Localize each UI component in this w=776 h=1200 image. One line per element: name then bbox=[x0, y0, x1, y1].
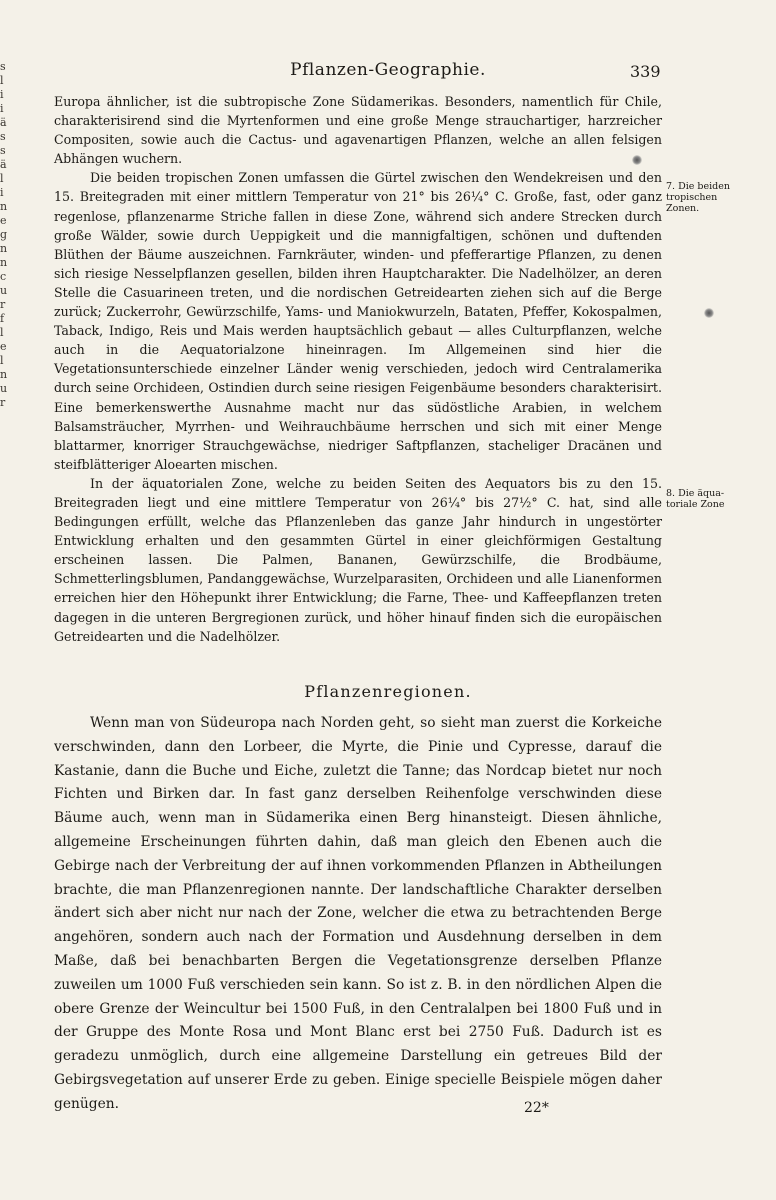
edge-mark: r bbox=[0, 396, 6, 409]
ink-spot bbox=[632, 155, 642, 165]
edge-mark: n bbox=[0, 256, 8, 269]
edge-mark: e bbox=[0, 340, 7, 353]
edge-mark: i bbox=[0, 186, 4, 199]
signature-mark: 22* bbox=[524, 1100, 549, 1116]
margin-note-tropical bbox=[666, 181, 770, 214]
edge-mark: l bbox=[0, 326, 4, 339]
margin-note-line: Zonen. bbox=[666, 203, 700, 214]
edge-mark: u bbox=[0, 284, 8, 297]
previous-page-edge bbox=[0, 60, 14, 640]
paragraph-tropical-zones: Die beiden tropischen Zonen umfassen die Gürtel zwischen den Wendekreisen und den 15. Breitegraden mit einer mittlern Temperatur von 21° bis 26¼° C. Große, fast, oder ganz regenlose, pflanzenarme Striche fallen in diese Zone, während sich andere Strecken durch große Wälder, sowie durch Ueppigkeit und die mannigfaltigen, schönen und duftenden Blüthen der Bäume auszeichnen. Farnkräuter, winden- und pfefferartige Pflanzen, zu denen sich riesige Nesselpflanzen gesellen, bilden ihren Hauptcharakter. Die Nadelhölzer, an deren Stelle die Casuarineen treten, und die nordischen Getreidearten ziehen sich auf die Berge zurück; Zuckerrohr, Gewürzschilfe, Yams- und Maniokwurzeln, Bataten, Pfeffer, Kokospalmen, Taback, Indigo, Reis und Mais werden hauptsächlich gebaut — alles Culturpflanzen, welche auch in die Aequatorialzone hineinragen. Im Allgemeinen sind hier die Vegetationsunterschiede einzelner Länder wenig verschieden, jedoch wird Centralamerika durch seine Orchideen, Ostindien durch seine riesigen Feigenbäume besonders charakterisirt. Eine bemerkenswerthe Ausnahme macht nur das südöstliche Arabien, in welchem Balsamsträucher, Myrrhen- und Weihrauchbäume herrschen und sich mit einer Menge blattarmer, knorriger Strauchgewächse, niedriger Saftpflanzen, stacheliger Dracänen und steifblätteriger Aloearten mischen. bbox=[54, 170, 662, 472]
edge-mark: ä bbox=[0, 116, 7, 129]
paragraph-subtropical-end: Europa ähnlicher, ist die subtropische Zone Südamerikas. Besonders, namentlich für Chile, charakterisirend sind die Myrtenformen und eine große Menge strauchartiger, harzreicher Compositen, sowie auch die Cactus- und agavenartigen Pflanzen, welche an allen felsigen Abhängen wuchern. bbox=[54, 94, 662, 167]
edge-mark: r bbox=[0, 298, 6, 311]
margin-note-line: toriale Zone bbox=[666, 499, 725, 510]
section-plant-regions bbox=[54, 712, 662, 1117]
ink-spot bbox=[704, 308, 714, 318]
edge-mark: s bbox=[0, 144, 6, 157]
edge-mark: c bbox=[0, 270, 7, 283]
page-number: 339 bbox=[630, 62, 661, 81]
paragraph-plant-regions: Wenn man von Südeuropa nach Norden geht, so sieht man zuerst die Korkeiche verschwinden, dann den Lorbeer, die Myrte, die Pinie und Cypresse, darauf die Kastanie, dann die Buche und Eiche, zuletzt die Tanne; das Nordcap bietet nur noch Fichten und Birken dar. In fast ganz derselben Reihenfolge verschwinden diese Bäume auch, wenn man in Südamerika einen Berg hinansteigt. Diesen ähnliche, allgemeine Erscheinungen führten dahin, daß man gleich den Ebenen auch die Gebirge nach der Verbreitung der auf ihnen vorkommenden Pflanzen in Abtheilungen brachte, die man Pflanzenregionen nannte. Der landschaftliche Charakter derselben ändert sich aber nicht nur nach der Zone, welcher die etwa zu betrachtenden Berge angehören, sondern auch nach der Formation und Ausdehnung derselben in dem Maße, daß bei benachbarten Bergen die Vegetationsgrenze derselben Pflanze zuweilen um 1000 Fuß verschieden sein kann. So ist z. B. in den nördlichen Alpen die obere Grenze der Weincultur bei 1500 Fuß, in den Centralalpen bei 1800 Fuß und in der Gruppe des Monte Rosa und Mont Blanc erst bei 2750 Fuß. Dadurch ist es geradezu unmöglich, durch eine allgemeine Darstellung ein getreues Bild der Gebirgsvegetation auf unserer Erde zu geben. Einige specielle Beispiele mögen daher genügen. bbox=[54, 715, 662, 1112]
margin-note-line: 7. Die beiden bbox=[666, 181, 730, 192]
edge-mark: e bbox=[0, 214, 7, 227]
section-tropical-zones bbox=[54, 92, 662, 646]
edge-mark: n bbox=[0, 242, 8, 255]
margin-note-line: tropischen bbox=[666, 192, 718, 203]
edge-mark: l bbox=[0, 354, 4, 367]
edge-mark: l bbox=[0, 172, 4, 185]
margin-note-line: 8. Die äqua- bbox=[666, 488, 725, 499]
edge-mark: s bbox=[0, 130, 6, 143]
paragraph-equatorial-zone: In der äquatorialen Zone, welche zu beiden Seiten des Aequators bis zu den 15. Breitegraden liegt und eine mittlere Temperatur von 26¼° bis 27½° C. hat, sind alle Bedingungen erfüllt, welche das Pflanzenleben das ganze Jahr hindurch in ungestörter Entwicklung erhalten und den gesammten Gürtel in einer gleichförmigen Gestaltung erscheinen lassen. Die Palmen, Bananen, Gewürzschilfe, die Brodbäume, Schmetterlingsblumen, Pandanggewächse, Wurzelparasiten, Orchideen und alle Lianenformen erreichen hier den Höhepunkt ihrer Entwicklung; die Farne, Thee- und Kaffeepflanzen treten dagegen in die unteren Bergregionen zurück, und höher hinauf finden sich die europäischen Getreidearten und die Nadelhölzer. bbox=[54, 475, 662, 644]
edge-mark: g bbox=[0, 228, 8, 241]
edge-mark: i bbox=[0, 102, 4, 115]
edge-mark: ä bbox=[0, 158, 7, 171]
running-header: Pflanzen-Geographie. bbox=[290, 60, 486, 80]
edge-mark: n bbox=[0, 368, 8, 381]
edge-mark: s bbox=[0, 60, 6, 73]
edge-mark: n bbox=[0, 200, 8, 213]
edge-mark: f bbox=[0, 312, 5, 325]
section-heading: Pflanzenregionen. bbox=[304, 682, 472, 701]
edge-mark: u bbox=[0, 382, 8, 395]
edge-mark: l bbox=[0, 74, 4, 87]
edge-mark: i bbox=[0, 88, 4, 101]
margin-note-equatorial bbox=[666, 488, 770, 510]
